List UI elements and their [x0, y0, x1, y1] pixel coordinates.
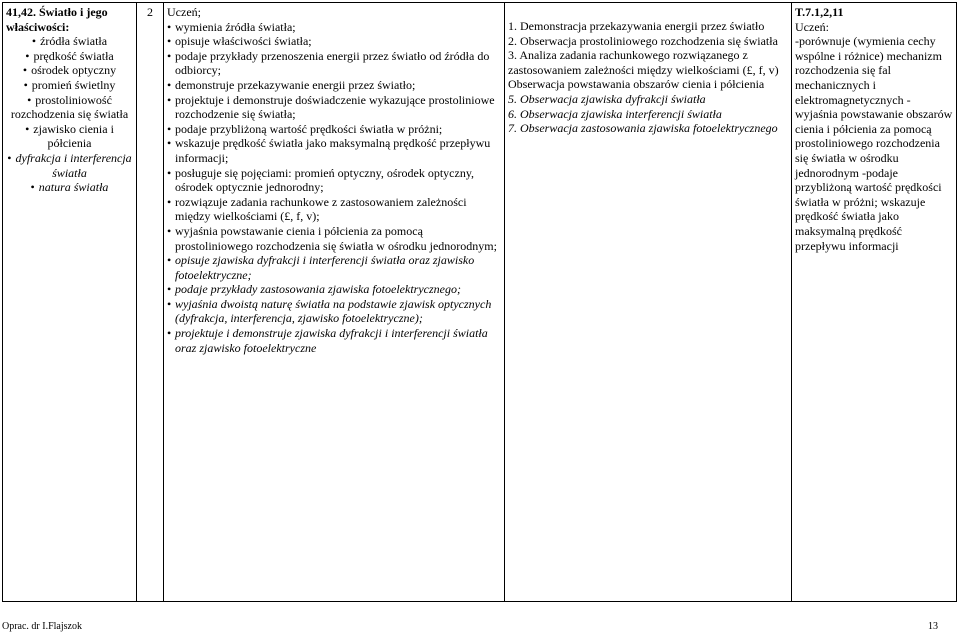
bullet-icon: • — [167, 223, 172, 238]
list-item — [167, 282, 501, 297]
list-item-text: źródła światła — [40, 34, 108, 49]
list-item — [167, 136, 501, 165]
list-item — [167, 49, 501, 78]
list-item-text: prędkość światła — [33, 48, 114, 63]
list-item-text: wyjaśnia dwoistą naturę światła na podstawie zjawisk optycznych (dyfrakcja, interferencja, zjawisko fotoelektryczne); — [175, 296, 492, 326]
list-item — [6, 49, 133, 64]
list-item-text: ośrodek optyczny — [31, 63, 117, 78]
list-item — [167, 78, 501, 93]
list-item — [6, 122, 133, 151]
bullet-icon: • — [25, 48, 30, 63]
curriculum-intro: Uczeń: — [795, 19, 829, 34]
page-number: 13 — [928, 621, 938, 632]
bullet-icon: • — [167, 194, 172, 209]
bullet-icon: • — [167, 121, 172, 136]
list-item — [6, 180, 133, 195]
bullet-icon: • — [23, 77, 28, 92]
list-item-text: posługuje się pojęciami: promień optyczny, ośrodek optyczny, ośrodek optycznie jednorodny; — [175, 165, 475, 195]
bullet-icon: • — [167, 253, 172, 268]
footer-author: Oprac. dr I.Flajszok — [2, 621, 82, 632]
list-item — [167, 297, 501, 326]
list-item — [167, 20, 501, 35]
bullet-icon: • — [167, 326, 172, 341]
bullet-icon: • — [31, 34, 37, 49]
list-item-text: podaje przykłady zastosowania zjawiska fotoelektrycznego; — [175, 282, 461, 297]
list-item-text: projektuje i demonstruje zjawiska dyfrakcji i interferencji światła oraz zjawisko fotoelektryczne — [175, 326, 488, 355]
topic-list — [6, 34, 133, 195]
list-item-text: zjawisko cienia i półcienia — [33, 121, 114, 151]
list-item-text: demonstruje przekazywanie energii przez światło; — [175, 77, 416, 92]
list-item-text: opisuje właściwości światła; — [175, 34, 312, 49]
activities-list — [508, 19, 788, 136]
goals-intro: Uczeń; — [167, 5, 201, 19]
topic-title: 41,42. Światło i jego właściwości: — [6, 5, 108, 34]
curriculum-text: -porównuje (wymienia cechy wspólne i różnice) mechanizm rozchodzenia się fal mechanicznych i elektromagnetycznych -wyjaśnia powstawanie obszarów cienia i półcienia za pomocą prostoliniowego rozchodzenia się światła w ośrodku jednorodnym -podaje przybliżoną wartość prędkości światła w próżni; wskazuje prędkość światła jako maksymalną prędkość przepływu informacji — [795, 34, 953, 253]
hours-cell — [137, 3, 164, 602]
list-item — [167, 34, 501, 49]
bullet-icon: • — [27, 92, 32, 107]
list-item — [6, 34, 133, 49]
lesson-plan-table — [2, 2, 957, 602]
list-item — [167, 195, 501, 224]
activity-item: 7. Obserwacja zastosowania zjawiska fotoelektrycznego — [508, 121, 778, 136]
list-item-text: projektuje i demonstruje doświadczenie wykazujące prostoliniowe rozchodzenie się światła; — [175, 92, 495, 122]
list-item — [6, 63, 133, 78]
bullet-icon: • — [167, 34, 172, 49]
list-item-text: podaje przykłady przenoszenia energii przez światło od źródła do odbiorcy; — [175, 48, 490, 78]
list-item-text: natura światła — [38, 180, 109, 195]
list-item-text: rozwiązuje zadania rachunkowe z zastosowaniem zależności między wielkościami (£, f, v); — [175, 194, 467, 224]
bullet-icon: • — [167, 296, 172, 311]
list-item — [167, 166, 501, 195]
bullet-icon: • — [167, 77, 172, 92]
list-item — [6, 93, 133, 122]
curriculum-cell — [792, 3, 957, 602]
activity-item: 5. Obserwacja zjawiska dyfrakcji światła — [508, 91, 706, 106]
table-row — [3, 3, 957, 602]
bullet-icon: • — [167, 19, 172, 34]
activities-cell — [505, 3, 792, 602]
list-item-text: dyfrakcja i interferencja światła — [15, 150, 132, 180]
hours-value: 2 — [147, 5, 153, 19]
bullet-icon: • — [167, 48, 172, 63]
list-item — [167, 224, 501, 253]
activity-item: 3. Analiza zadania rachunkowego rozwiązanego z zastosowaniem zależności między wielkościami (£, f, v) Obserwacja powstawania obszarów cienia i półcienia — [508, 48, 779, 92]
bullet-icon: • — [22, 63, 28, 78]
bullet-icon: • — [30, 180, 35, 195]
list-item — [167, 326, 501, 355]
bullet-icon: • — [167, 282, 172, 297]
bullet-icon: • — [25, 121, 30, 136]
list-item — [167, 93, 501, 122]
list-item — [167, 122, 501, 137]
list-item — [167, 253, 501, 282]
list-item-text: podaje przybliżoną wartość prędkości światła w próżni; — [175, 121, 443, 136]
list-item — [6, 78, 133, 93]
bullet-icon: • — [7, 150, 12, 165]
list-item-text: promień świetlny — [31, 77, 116, 92]
list-item-text: prostoliniowość rozchodzenia się światła — [10, 92, 129, 122]
bullet-icon: • — [167, 165, 172, 180]
list-item — [6, 151, 133, 180]
list-item-text: wskazuje prędkość światła jako maksymalną prędkość przepływu informacji; — [175, 136, 491, 165]
list-item-text: wyjaśnia powstawanie cienia i półcienia za pomocą prostoliniowego rozchodzenia się światła w ośrodku jednorodnym; — [175, 223, 497, 253]
activity-item: 2. Obserwacja prostoliniowego rozchodzenia się światła — [508, 33, 778, 48]
goals-cell — [164, 3, 505, 602]
list-item-text: wymienia źródła światła; — [175, 19, 296, 34]
goals-list — [167, 20, 501, 356]
activity-item: 1. Demonstracja przekazywania energii przez światło — [508, 19, 765, 33]
activity-item: 6. Obserwacja zjawiska interferencji światła — [508, 106, 722, 121]
bullet-icon: • — [167, 92, 172, 107]
topic-cell — [3, 3, 137, 602]
list-item-text: opisuje zjawiska dyfrakcji i interferencji światła oraz zjawisko fotoelektryczne; — [175, 253, 475, 282]
curriculum-code: T.7.1,2,11 — [795, 5, 844, 19]
bullet-icon: • — [167, 136, 172, 151]
